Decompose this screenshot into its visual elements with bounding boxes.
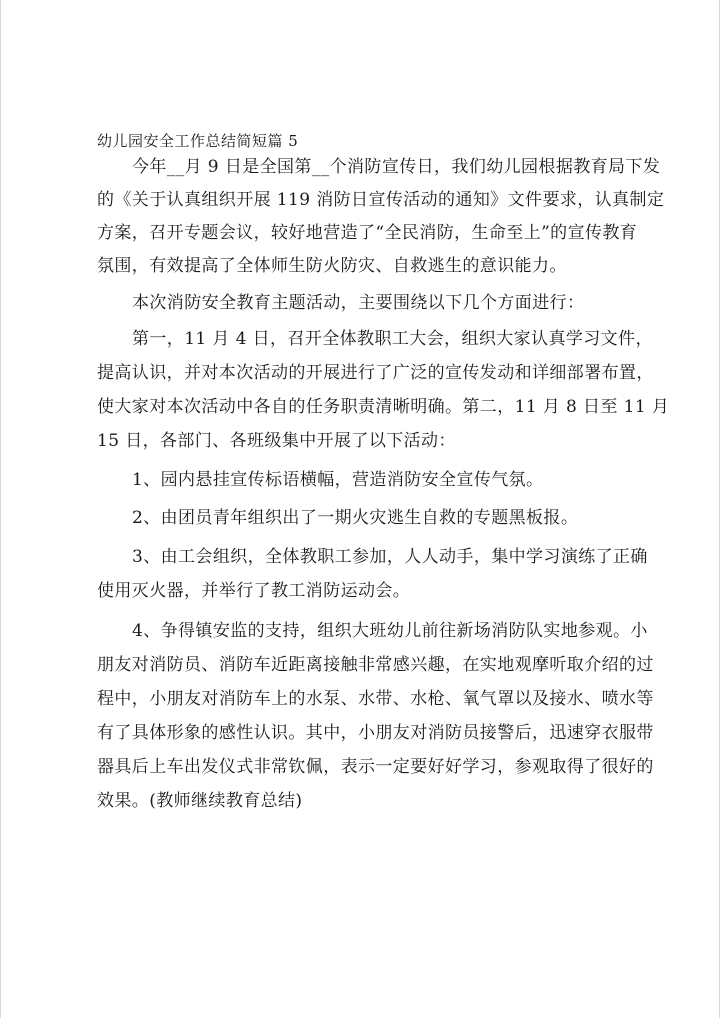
list-item-3-line-2: 使用灭火器，并举行了教工消防运动会。 <box>97 581 411 601</box>
paragraph-3-line-4: 15 日，各部门、各班级集中开展了以下活动： <box>97 431 456 451</box>
paragraph-1-line-2: 的《关于认真组织开展 119 消防日宣传活动的通知》文件要求，认真制定 <box>97 190 665 210</box>
list-item-3-line-1: 3、由工会组织，全体教职工参加，人人动手，集中学习演练了正确 <box>132 547 648 567</box>
list-item-4-line-6: 效果。(教师继续教育总结) <box>97 791 303 811</box>
list-item-4-line-1: 4、争得镇安监的支持，组织大班幼儿前往新场消防队实地参观。小 <box>132 621 648 641</box>
paragraph-1-line-1: 今年__月 9 日是全国第__个消防宣传日，我们幼儿园根据教育局下发 <box>132 157 661 177</box>
document-title: 幼儿园安全工作总结简短篇 5 <box>97 132 299 150</box>
list-item-1: 1、园内悬挂宣传标语横幅，营造消防安全宣传气氛。 <box>132 470 544 490</box>
list-item-4-line-2: 朋友对消防员、消防车近距离接触非常感兴趣，在实地观摩听取介绍的过 <box>97 655 654 675</box>
list-item-4-line-4: 有了具体形象的感性认识。其中，小朋友对消防员接警后，迅速穿衣服带 <box>97 723 654 743</box>
paragraph-3-line-3: 使大家对本次活动中各自的任务职责清晰明确。第二，11 月 8 日至 11 月 <box>97 397 670 417</box>
list-item-4-line-3: 程中，小朋友对消防车上的水泵、水带、水枪、氧气罩以及接水、喷水等 <box>97 689 654 709</box>
paragraph-3-line-1: 第一，11 月 4 日，召开全体教职工大会，组织大家认真学习文件， <box>132 329 653 349</box>
list-item-2: 2、由团员青年组织出了一期火灾逃生自救的专题黑板报。 <box>132 508 579 528</box>
list-item-4-line-5: 器具后上车出发仪式非常钦佩，表示一定要好好学习，参观取得了很好的 <box>97 757 654 777</box>
paragraph-1-line-4: 氛围，有效提高了全体师生防火防灾、自救逃生的意识能力。 <box>97 256 567 276</box>
paragraph-3-line-2: 提高认识，并对本次活动的开展进行了广泛的宣传发动和详细部署布置， <box>97 363 654 383</box>
paragraph-2-line-1: 本次消防安全教育主题活动，主要围绕以下几个方面进行： <box>132 293 585 313</box>
paragraph-1-line-3: 方案，召开专题会议，较好地营造了“全民消防，生命至上”的宣传教育 <box>97 223 638 243</box>
